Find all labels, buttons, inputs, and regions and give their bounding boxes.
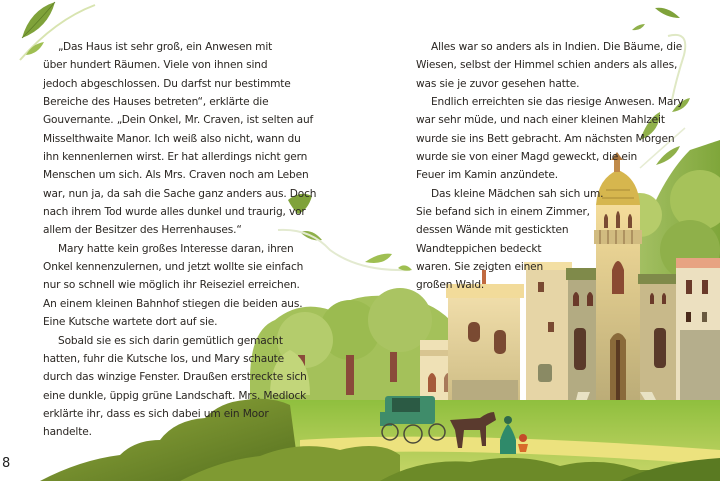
text-line: waren. Sie zeigten einen (416, 261, 544, 274)
text-line: Wiesen, selbst der Himmel schien anders als alles, (416, 59, 678, 72)
text-line: hatten, fuhr die Kutsche los, und Mary schaute (43, 352, 285, 365)
text-line: war sehr müde, und nach einer kleinen Mahlzeit (416, 114, 665, 127)
text-line: dessen Wände mit gestickten (416, 224, 569, 237)
text-line: allem der Besitzer des Herrenhauses.“ (43, 224, 242, 237)
page-number: 8 (2, 456, 11, 471)
text-line: ihn kennenlernen wirst. Er hat allerdings nicht gern (43, 151, 308, 164)
text-line: war, nun ja, da sah die Sache ganz anders aus. Doch (43, 187, 317, 200)
text-line: über hundert Räumen. Viele von ihnen sind (43, 59, 268, 72)
text-line: nur so schnell wie möglich ihr Reiseziel erreichen. (43, 279, 300, 292)
text-line: Bereiche des Hauses betreten“, erklärte die (43, 96, 269, 109)
text-line: großen Wald. (416, 279, 485, 292)
text-line: Onkel kennenzulernen, und jetzt wollte sie einfach (43, 261, 304, 274)
text-line: Mary hatte kein großes Interesse daran, ihren (58, 242, 294, 255)
text-line: Sie befand sich in einem Zimmer, (416, 206, 590, 219)
text-line: nach ihrem Tod wurde alles dunkel und traurig, vor (43, 206, 306, 219)
text-line: Wandteppichen bedeckt (416, 242, 542, 255)
text-line: erklärte ihr, dass es sich dabei um ein Moor (43, 407, 269, 420)
text-line: eine dunkle, üppig grüne Landschaft. Mrs. Medlock (43, 389, 307, 402)
text-line: Alles war so anders als in Indien. Die Bäume, die (431, 41, 683, 53)
text-line: Sobald sie es sich darin gemütlich gemacht (58, 334, 283, 347)
text-line: wurde sie von einer Magd geweckt, die ein (416, 151, 638, 164)
left-text-column (43, 38, 317, 442)
text-line: Menschen um sich. Als Mrs. Craven noch am Leben (43, 169, 309, 182)
right-text-column (416, 38, 706, 295)
text-line: wurde sie ins Bett gebracht. Am nächsten Morgen (416, 132, 675, 145)
text-line: Endlich erreichten sie das riesige Anwesen. Mary (431, 96, 684, 109)
text-line: Feuer im Kamin anzündete. (416, 169, 558, 182)
text-line: Eine Kutsche wartete dort auf sie. (43, 316, 218, 329)
text-line: Gouvernante. „Dein Onkel, Mr. Craven, ist selten auf (43, 114, 314, 127)
text-line: Misselthwaite Manor. Ich weiß also nicht, wann du (43, 132, 301, 145)
text-line: jedoch abgeschlossen. Du darfst nur bestimmte (43, 77, 291, 90)
text-line: „Das Haus ist sehr groß, ein Anwesen mit (58, 41, 273, 53)
text-line: An einem kleinen Bahnhof stiegen die beiden aus. (43, 297, 303, 310)
text-line: durch das winzige Fenster. Draußen erstreckte sich (43, 371, 307, 384)
text-line: Das kleine Mädchen sah sich um. (431, 187, 604, 200)
text-line: handelte. (43, 426, 92, 439)
text-line: was sie je zuvor gesehen hatte. (416, 77, 580, 90)
